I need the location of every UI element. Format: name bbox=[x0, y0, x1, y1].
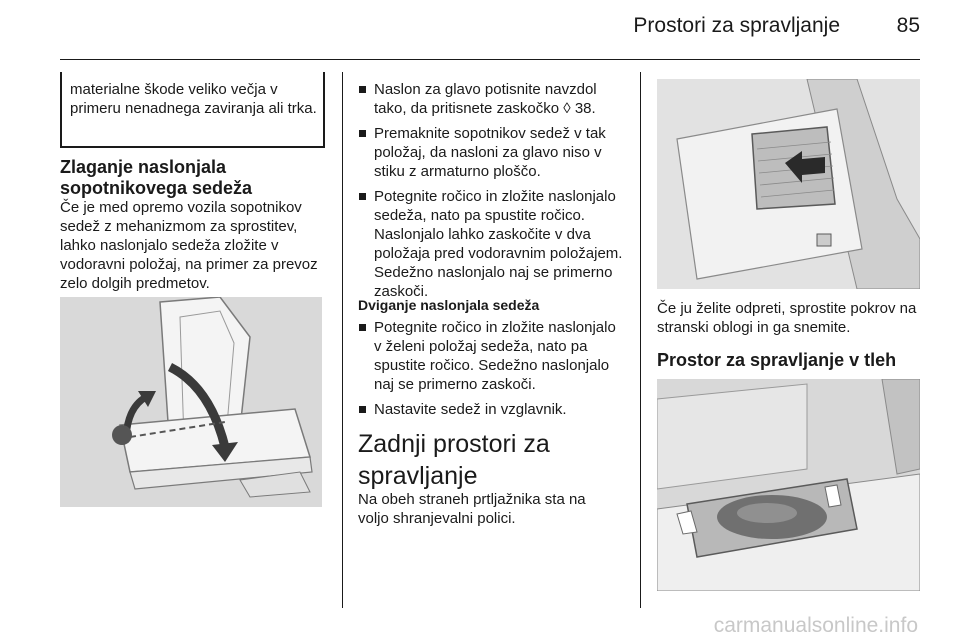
rear-storage-heading: Zadnji prostori za spravljanje bbox=[358, 430, 550, 490]
raise-steps-list bbox=[358, 318, 623, 425]
watermark: carmanualsonline.info bbox=[713, 614, 918, 637]
list-item: Premaknite sopotnikov sedež v tak položaj, da nasloni za glavo niso v stiku z armaturno ploščo. bbox=[358, 124, 623, 181]
list-item: Naslon za glavo potisnite navzdol tako, da pritisnete zaskočko ◊ 38. bbox=[358, 80, 623, 118]
note-text: materialne škode veliko večja v primeru nenadnega zaviranja ali trka. bbox=[70, 81, 317, 117]
seat-illustration bbox=[60, 297, 322, 507]
page-header-title: Prostori za spravljanje bbox=[633, 14, 840, 37]
list-item: Potegnite ročico in zložite naslonjalo sedeža, nato pa spustite ročico. Naslonjalo lahko zaskočite v dva položaja pred vodoravnim položajem. Sedežno naslonjalo naj se primerno zaskoči. bbox=[358, 187, 623, 301]
rear-storage-body: Na obeh straneh prtljažnika sta na voljo shranjevalni polici. bbox=[358, 491, 586, 527]
section-body-fold-backrest: Če je med opremo vozila sopotnikov sedež z mehanizmom za sprostitev, lahko naslonjalo sedeža zložite v vodoravni položaj, na primer za prevoz zelo dolgih predmetov. bbox=[60, 199, 318, 292]
section-heading-fold-backrest: Zlaganje naslonjala sopotnikovega sedeža bbox=[60, 157, 253, 198]
list-item: Potegnite ročico in zložite naslonjalo v želeni položaj sedeža, nato pa spustite ročico. Sedežno naslonjalo naj se primerno zaskoči. bbox=[358, 318, 623, 394]
side-cover-body: Če ju želite odpreti, sprostite pokrov na stranski oblogi in ga snemite. bbox=[657, 300, 917, 336]
raise-backrest-heading: Dviganje naslonjala sedeža bbox=[358, 297, 540, 313]
page-number: 85 bbox=[896, 14, 920, 37]
side-panel-illustration bbox=[657, 79, 920, 289]
note-box bbox=[60, 72, 325, 148]
floor-storage-illustration bbox=[657, 379, 920, 591]
floor-storage-heading: Prostor za spravljanje v tleh bbox=[657, 350, 897, 370]
fold-steps-list bbox=[358, 80, 623, 307]
header-rule bbox=[60, 59, 920, 60]
list-item: Nastavite sedež in vzglavnik. bbox=[358, 400, 623, 419]
column-divider-1 bbox=[342, 72, 343, 608]
column-divider-2 bbox=[640, 72, 641, 608]
